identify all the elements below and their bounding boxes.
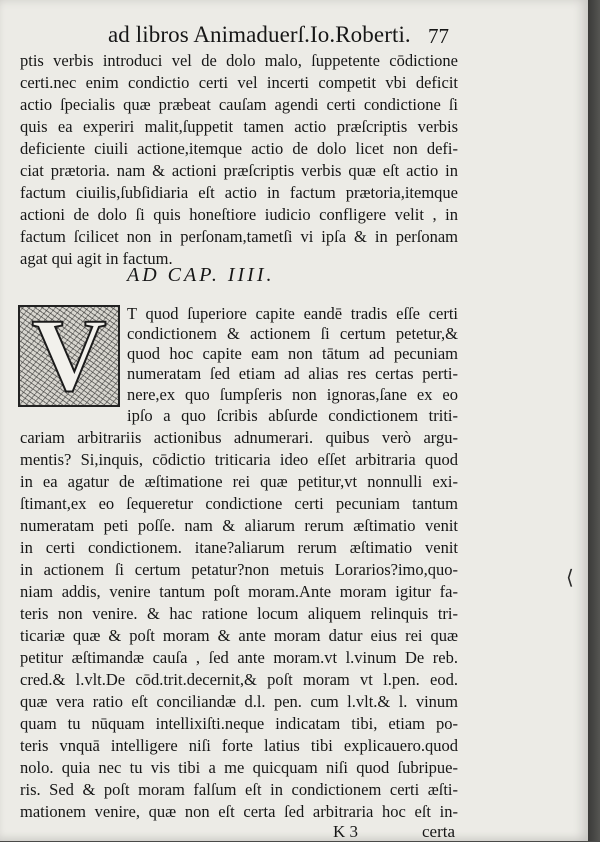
page-number: 77 <box>428 24 449 48</box>
text-line: ptis verbis introduci vel de dolo malo, ſuppetente cōdictione <box>20 51 458 70</box>
text-line: niam addis, venire tantum poſt moram.Ante moram igitur fa- <box>20 582 458 601</box>
text-line: ris. Sed & poſt moram falſum eſt in condictionem certi æſti- <box>20 780 458 799</box>
text-line: mationem venire, quæ non eſt certa ſed arbitraria hoc eſt in- <box>20 802 458 821</box>
text-line: cred.& l.vlt.De cōd.trit.decernit,& poſt moram vt l.pen. eod. <box>20 670 458 689</box>
text-line: mentis? Si,inquis, cōdictio triticaria ideo eſſet arbitraria quod <box>20 450 458 469</box>
text-line: T quod ſuperiore capite eandē tradis eſſe certi <box>127 304 458 323</box>
text-line: condictionem & actionem ſi certum petetur,& <box>127 324 458 343</box>
text-line: ſtimant,ex eo ſequeretur condictione certi pecuniam tantum <box>20 494 458 513</box>
text-line: quæ vera ratio eſt conciliandæ d.l. pen. cum l.vlt.& l. vinum <box>20 692 458 711</box>
text-line: in actionem ſi certum petatur?non metuis Lorarios?imo,quo- <box>20 560 458 579</box>
text-line: factum ſcilicet non in perſonam,tametſi vi ipſa & in perſonam <box>20 227 458 246</box>
text-line: in ea agatur de æſtimatione rei quæ petitur,vt nonnulli exi- <box>20 472 458 491</box>
text-line: agat qui agit in factum. <box>20 249 173 268</box>
text-line: nere,ex quo ſumpſeris non ignoras,ſane ex eo <box>127 385 458 404</box>
text-line: quis ea experiri malit,ſuppetit tamen actio præſcriptis verbis <box>20 117 458 136</box>
initial-letter: V <box>31 305 107 407</box>
text-line: teris vnquā intelligere niſi forte latius tibi explicauero.quod <box>20 736 458 755</box>
signature-mark: K 3 <box>333 822 359 841</box>
text-line: teris non venire. & hac ratione locum aliquem relinquis tri- <box>20 604 458 623</box>
catchword: certa <box>422 822 456 841</box>
chapter-heading: AD CAP. IIII. <box>127 264 275 286</box>
text-line: nolo. quia nec tu vis tibi a me quicquam niſi quod ſubripue- <box>20 758 458 777</box>
text-line: in certi condictionem. itane?aliarum rerum æſtimatio venit <box>20 538 458 557</box>
decorated-initial <box>18 305 120 407</box>
text-line: petitur æſtimandæ cauſa , ſed ante moram.vt l.vinum De reb. <box>20 648 458 667</box>
margin-mark: ⟨ <box>566 567 574 589</box>
text-line: certi.nec enim condictio certi vel incerti competit vbi deficit <box>20 73 458 92</box>
text-line: quod hoc capite eam non tātum ad pecuniam <box>127 344 458 363</box>
text-line: actio ſpecialis quæ præbeat cauſam agendi certi condictione ſi <box>20 95 458 114</box>
text-line: ciat prætoria. nam & actioni præſcriptis verbis quæ eſt actio in <box>20 161 458 180</box>
text-line: numeratam ſed etiam ad alias res certas perti- <box>127 364 458 383</box>
text-line: ipſo a quo ſcribis abſurde condictionem triti- <box>127 406 458 425</box>
text-line: actioni de dolo ſi quis honeſtiore iudicio confligere velit , in <box>20 205 458 224</box>
page-edge-shadow <box>588 0 600 841</box>
running-title: ad libros Animaduerſ.Io.Roberti. <box>108 22 411 47</box>
text-line: cariam arbitrariis actionibus adnumerari. quibus verò argu- <box>20 428 458 447</box>
text-line: deficiente ciuili actione,itemque actio de dolo licet non defi- <box>20 139 458 158</box>
text-line: factum ciuilis,ſubſidiaria eſt actio in factum prætoria,itemque <box>20 183 458 202</box>
text-line: numeratam peti poſſe. nam & aliarum rerum æſtimatio venit <box>20 516 458 535</box>
text-line: ticariæ quæ & poſt moram & ante moram datur eius rei quæ <box>20 626 458 645</box>
text-line: quam tu nūquam intellixiſti.neque indicatam tibi, etiam po- <box>20 714 458 733</box>
